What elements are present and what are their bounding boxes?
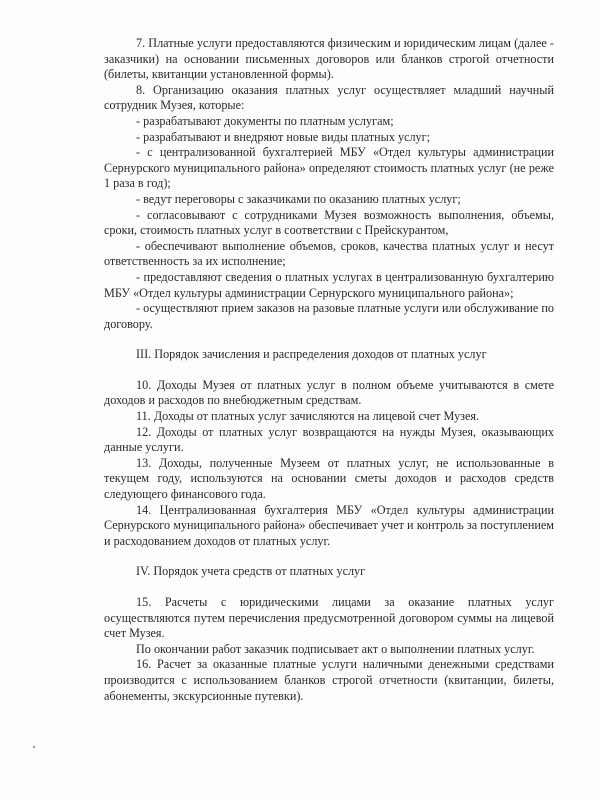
list-item-develop-documents: - разрабатывают документы по платным услугам; (136, 113, 394, 128)
list-item-ensure-execution: - обеспечивают выполнение объемов, сроков, качества платных услуг и несут ответственность за их исполнение; (104, 238, 554, 269)
scan-speck (33, 746, 35, 748)
paragraph-12: 12. Доходы от платных услуг возвращаются на нужды Музея, оказывающих данные услуги. (104, 424, 554, 455)
paragraph-act: По окончании работ заказчик подписывает акт о выполнении платных услуг. (136, 641, 535, 656)
paragraph-14: 14. Централизованная бухгалтерия МБУ «Отдел культуры администрации Сернурского муниципального района» обеспечивает учет и контроль за поступлением и расходованием доходов от платных услуг. (104, 502, 554, 548)
paragraph-13: 13. Доходы, полученные Музеем от платных услуг, не использованные в текущем году, используются на основании сметы доходов и расходов средств следующего финансового года. (104, 455, 554, 502)
paragraph-8: 8. Организацию оказания платных услуг осуществляет младший научный сотрудник Музея, которые: (104, 82, 554, 113)
list-item-negotiate: - ведут переговоры с заказчиками по оказанию платных услуг; (136, 191, 461, 206)
document-body (104, 36, 554, 704)
paragraph-15: 15. Расчеты с юридическими лицами за оказание платных услуг осуществляются путем перечисления предусмотренной договором суммы на лицевой счет Музея. (104, 595, 554, 641)
list-item-provide-info: - предоставляют сведения о платных услугах в централизованную бухгалтерию МБУ «Отдел культуры администрации Сернурского муниципального района»; (104, 269, 554, 300)
list-item-develop-new-services: - разрабатывают и внедряют новые виды платных услуг; (136, 129, 431, 144)
paragraph-7: 7. Платные услуги предоставляются физическим и юридическим лицам (далее - заказчики) на основании письменных договоров или бланков строгой отчетности (билеты, квитанции установленной формы). (104, 36, 554, 82)
paragraph-10: 10. Доходы Музея от платных услуг в полном объеме учитываются в смете доходов и расходов по внебюджетным средствам. (104, 377, 554, 408)
paragraph-11: 11. Доходы от платных услуг зачисляются на лицевой счет Музея. (136, 409, 480, 424)
section-3-title: III. Порядок зачисления и распределения доходов от платных услуг (136, 347, 487, 362)
list-item-determine-cost: - с централизованной бухгалтерией МБУ «Отдел культуры администрации Сернурского муниципального района» определяют стоимость платных услуг (не реже 1 раза в год); (104, 145, 554, 191)
list-item-coordinate: - согласовывают с сотрудниками Музея возможность выполнения, объемы, сроки, стоимость платных услуг в соответствии с Прейскурантом, (104, 207, 554, 238)
list-item-accept-orders: - осуществляют прием заказов на разовые платные услуги или обслуживание по договору. (104, 301, 554, 331)
paragraph-16: 16. Расчет за оказанные платные услуги наличными денежными средствами производится с использованием бланков строгой отчетности (квитанции, билеты, абонементы, экскурсионные путевки). (104, 657, 554, 703)
section-4-title: IV. Порядок учета средств от платных услуг (136, 564, 366, 579)
